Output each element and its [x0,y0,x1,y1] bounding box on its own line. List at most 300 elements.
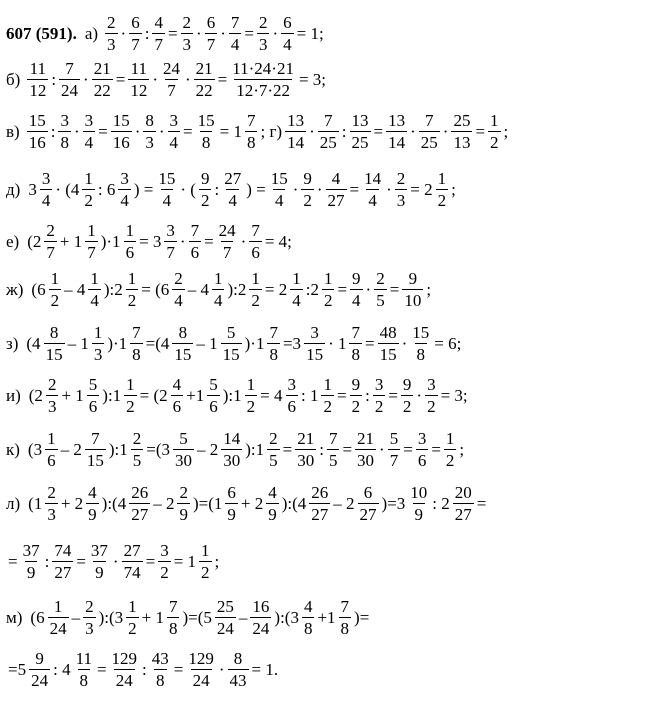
fraction [436,170,449,209]
denominator: 2 [351,397,361,416]
expression-text: – [71,607,81,627]
fraction [302,598,315,637]
fraction [373,376,386,415]
expression-text: (4 [26,333,41,353]
fraction [378,324,399,363]
fraction [29,650,50,689]
expression-text: 3 [28,179,37,199]
expression-text: )·1 [107,333,128,353]
expression-text: = 3 [139,231,162,251]
fraction [410,324,431,363]
denominator: 2 [402,397,412,416]
numerator: 37 [90,541,108,560]
denominator: 24 [192,671,210,690]
expression-text: = [98,121,108,141]
fraction [105,14,118,53]
denominator: 5 [132,451,142,470]
expression-text: : [214,179,220,199]
denominator: 2 [437,191,447,210]
denominator: 8 [79,671,89,690]
expression-text: = 1 [219,121,242,141]
expression-text: · [134,121,141,141]
denominator: 4 [84,133,94,152]
denominator: 2 [323,397,332,416]
item-label: з) [6,333,19,353]
expression-text: = [336,385,347,405]
fraction [167,598,180,637]
numerator: 1 [127,269,137,288]
equation-line [6,270,433,309]
numerator: 7 [168,597,178,616]
fraction [318,112,339,151]
expression-text: ):1 [108,439,128,459]
fraction [172,270,185,309]
denominator: 2 [84,191,93,210]
expression-text: = [115,69,126,89]
denominator: 2 [490,133,499,152]
denominator: 6 [417,451,427,470]
expression-text: ):(3 [274,607,299,627]
fraction [49,270,62,309]
expression-text: = [342,439,353,459]
fraction [27,60,48,99]
fraction [92,324,105,363]
numerator: 2 [85,597,94,616]
numerator: 3 [169,111,179,130]
numerator: 3 [120,169,129,188]
fraction [419,112,440,151]
fraction [27,112,48,151]
denominator: 4 [90,291,99,310]
expression-text: = [204,231,214,251]
fraction [189,222,202,261]
expression-text: – 2 [333,493,355,513]
numerator: 11 [130,59,147,78]
expression-text: =5 [8,659,27,679]
denominator: 5 [376,291,385,310]
fraction [285,112,306,151]
denominator: 2 [427,397,436,416]
fraction [322,270,335,309]
fraction [349,324,362,363]
fraction [88,270,101,309]
expression-text: ):2 [227,279,247,299]
equation-line [6,14,326,53]
numerator: 7 [190,221,200,240]
fraction [130,324,143,363]
fraction [327,430,340,469]
fraction [122,542,143,581]
fraction [85,430,106,469]
fraction [129,484,150,523]
equation-line [6,542,221,581]
denominator: 16 [28,133,46,152]
denominator: 22 [93,81,111,100]
denominator: 15 [174,345,192,364]
expression-text: = [337,279,348,299]
denominator: 30 [357,451,375,470]
fraction [126,598,139,637]
numerator: 11 [29,59,46,78]
fraction [408,484,429,523]
equation-line [6,650,280,689]
numerator: 3 [160,541,169,560]
fraction [453,484,474,523]
fraction [177,484,190,523]
numerator: 1 [87,221,96,240]
fraction [257,14,270,53]
fraction [221,324,242,363]
fraction [83,598,96,637]
fraction [326,170,347,209]
expression-text: · [220,23,226,43]
fraction [444,430,457,469]
denominator: 12·7·22 [236,81,291,100]
denominator: 8 [201,133,211,152]
fraction [350,112,371,151]
fraction [186,650,216,689]
numerator: 4 [88,483,97,502]
denominator: 7 [206,35,216,54]
expression-text: ):(3 [98,607,124,627]
fraction [92,60,113,99]
denominator: 25 [351,133,369,152]
numerator: 26 [131,483,149,502]
expression-text: )·1 [244,333,265,353]
expression-text: = [389,279,400,299]
expression-text: ; [214,551,220,571]
fraction [52,542,73,581]
expression-text: · [292,179,299,199]
numerator: 3 [287,375,296,394]
fraction [355,430,376,469]
expression-text: = 2 [410,179,433,199]
expression-text: · [365,279,372,299]
fraction [74,650,94,689]
denominator: 27 [131,505,149,524]
denominator: 4 [283,35,292,54]
numerator: 3 [60,111,69,130]
expression-text: = [183,121,193,141]
numerator: 13 [351,111,369,130]
denominator: 6 [209,397,218,416]
denominator: 4 [213,291,223,310]
expression-text: : [365,385,370,405]
fraction [221,430,242,469]
expression-text: = 3; [440,385,468,405]
denominator: 4 [228,191,237,210]
denominator: 3 [396,191,406,210]
denominator: 15 [306,345,324,364]
denominator: 25 [420,133,438,152]
fraction [131,430,144,469]
denominator: 7 [167,81,176,100]
fraction [45,484,58,523]
denominator: 12 [29,81,47,100]
expression-text: : [319,439,324,459]
fraction [44,222,57,261]
numerator: 11 [75,649,92,668]
item-label: и) [6,385,21,405]
numerator: 1 [251,269,260,288]
expression-text: · [196,23,202,43]
item-label: д) [6,179,21,199]
expression-text: (2 [28,385,43,405]
fraction [245,112,258,151]
denominator: 9 [414,505,424,524]
expression-text: – [238,607,248,627]
equation-line [6,430,466,469]
denominator: 2 [160,563,169,582]
numerator: 1 [437,169,447,188]
fraction [362,170,383,209]
expression-text: · [416,385,423,405]
numerator: 4 [331,169,341,188]
numerator: 15 [158,169,176,188]
equation-line [6,324,463,363]
denominator: 2 [201,563,210,582]
fraction [222,170,243,209]
fraction [386,112,407,151]
numerator: 1 [90,269,99,288]
fraction [401,376,414,415]
expression-text: · [240,231,247,251]
expression-text: : 1 [301,385,319,405]
expression-text: = [145,551,156,571]
denominator: 43 [229,671,247,690]
denominator: 24 [252,619,270,638]
numerator: 6 [206,13,216,32]
numerator: 3 [427,375,436,394]
denominator: 9 [26,563,36,582]
fraction [402,270,423,309]
expression-text: · [112,551,119,571]
item-label: ж) [6,279,24,299]
expression-text: = [96,659,107,679]
fraction [46,376,59,415]
fraction [21,542,42,581]
fraction [128,60,149,99]
numerator: 2 [107,13,116,32]
numerator: 1 [323,375,332,394]
numerator: 8 [145,111,154,130]
expression-text: = [373,121,384,141]
denominator: 3 [47,505,56,524]
fraction [199,542,212,581]
numerator: 1 [126,375,135,394]
fraction [124,222,137,261]
numerator: 21 [195,59,213,78]
denominator: 8 [303,619,313,638]
denominator: 9 [95,563,104,582]
fraction [181,14,194,53]
denominator: 3 [47,397,57,416]
denominator: 9 [179,505,188,524]
denominator: 27 [54,563,72,582]
item-label: к) [6,439,20,459]
expression-text: – 1 [67,333,89,353]
denominator: 7 [154,35,163,54]
expression-text: (2 [27,231,42,251]
fraction [374,270,387,309]
numerator: 21 [93,59,111,78]
fraction [158,542,171,581]
denominator: 2 [374,397,384,416]
numerator: 2 [396,169,406,188]
numerator: 24 [218,221,236,240]
fraction [85,222,98,261]
numerator: 2 [269,429,278,448]
numerator: 24 [162,59,180,78]
numerator: 13 [388,111,406,130]
numerator: 8 [233,649,243,668]
fraction [40,170,53,209]
equation-line [6,598,371,637]
fraction [83,112,96,151]
denominator: 5 [269,451,278,470]
expression-text: ):(4 [101,493,127,513]
numerator: 1 [323,269,333,288]
fraction [245,376,258,415]
expression-text: = [431,439,441,459]
numerator: 2 [47,375,57,394]
expression-text: · ( [180,179,196,199]
expression-text: =(3 [146,439,170,459]
denominator: 6 [190,243,200,262]
fraction [173,430,194,469]
expression-text: · 1 [328,333,347,353]
fraction [59,60,80,99]
numerator: 2 [179,483,188,502]
expression-text: = [76,551,86,571]
denominator: 7 [389,451,399,470]
numerator: 1 [213,269,223,288]
numerator: 15 [270,169,288,188]
denominator: 2 [126,397,135,416]
fraction [217,222,238,261]
numerator: 1 [93,323,103,342]
denominator: 74 [123,563,141,582]
expression-text: · [179,231,186,251]
fraction [126,270,139,309]
denominator: 7 [222,243,232,262]
expression-text: (6 [31,279,46,299]
expression-text: + 2 [240,493,264,513]
numerator: 7 [230,13,240,32]
expression-text: · [83,69,89,89]
numerator: 7 [351,323,360,342]
expression-text: ; [459,439,465,459]
fraction [156,170,177,209]
fraction [48,598,69,637]
numerator: 15 [28,111,46,130]
expression-text: + 2 [60,493,84,513]
expression-text: · [379,439,385,459]
denominator: 2 [200,191,210,210]
fraction [249,222,262,261]
expression-text: )=(1 [192,493,223,513]
expression-text: =(4 [145,333,170,353]
expression-text: = [476,493,487,513]
fraction [124,376,137,415]
numerator: 9 [408,269,418,288]
expression-text: = 1. [251,659,279,679]
denominator: 6 [172,397,182,416]
fraction [388,430,401,469]
fraction [425,376,438,415]
denominator: 15 [86,451,104,470]
numerator: 129 [111,649,138,668]
fraction [416,430,429,469]
denominator: 27 [311,505,329,524]
fraction [249,270,262,309]
expression-text: = (6 [141,279,170,299]
expression-text: ):(4 [281,493,307,513]
expression-text: – 1 [196,333,218,353]
fraction [45,430,58,469]
denominator: 2 [251,291,260,310]
denominator: 6 [88,397,98,416]
fraction [229,14,242,53]
fraction [215,598,236,637]
fraction [339,598,352,637]
numerator: 5 [226,323,236,342]
denominator: 16 [112,133,130,152]
fraction [321,376,334,415]
expression-text: + 1 [141,607,164,627]
expression-text: :2 [305,279,319,299]
numerator: 2 [132,429,142,448]
denominator: 8 [340,619,350,638]
numerator: 7 [251,221,260,240]
numerator: 9 [402,375,412,394]
fraction [395,170,408,209]
fraction [309,484,330,523]
numerator: 6 [227,483,236,502]
expression-text: ) = [246,179,266,199]
denominator: 2 [246,397,256,416]
denominator: 7 [166,243,175,262]
fraction [267,324,280,363]
numerator: 2 [376,269,385,288]
numerator: 6 [363,483,373,502]
denominator: 3 [258,35,268,54]
expression-text: = [282,439,293,459]
expression-text: )=(5 [182,607,212,627]
fraction [58,112,71,151]
numerator: 1 [50,269,60,288]
expression-text: ; [503,121,509,141]
numerator: 2 [174,269,183,288]
numerator: 7 [91,429,100,448]
denominator: 8 [416,345,425,364]
expression-text: · [218,659,225,679]
fraction [87,376,100,415]
numerator: 37 [22,541,40,560]
fraction [86,484,99,523]
expression-text: = 4; [264,231,292,251]
expression-text: : [51,69,57,89]
numerator: 14 [364,169,382,188]
expression-text: · [316,179,323,199]
expression-text: = [403,439,413,459]
numerator: 7 [328,429,338,448]
expression-text: ):2 [103,279,123,299]
expression-text: · [401,333,408,353]
expression-text: · [442,121,449,141]
expression-text: = (2 [139,385,168,405]
expression-text: – 4 [64,279,86,299]
